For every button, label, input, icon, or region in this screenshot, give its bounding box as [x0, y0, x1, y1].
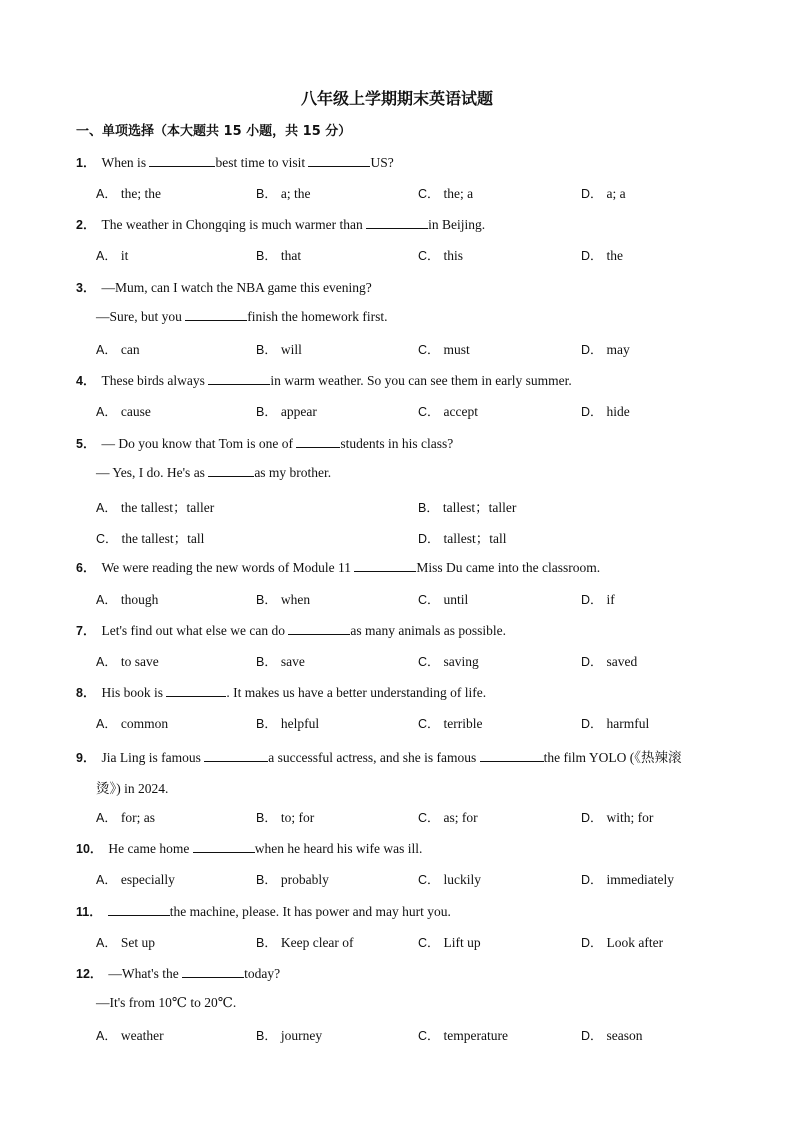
option-a[interactable] — [96, 808, 155, 826]
option-text: save — [280, 654, 305, 669]
question-text: when he heard his wife was ill. — [254, 841, 423, 856]
question-7 — [76, 621, 506, 639]
question-text: US? — [370, 155, 394, 170]
option-c[interactable] — [418, 402, 478, 420]
option-text: especially — [120, 872, 175, 887]
question-number: 2． — [76, 218, 96, 232]
option-letter: B． — [256, 187, 277, 201]
option-text: tallest；tall — [443, 531, 507, 546]
option-letter: B． — [256, 405, 277, 419]
option-letter: A． — [96, 873, 117, 887]
option-letter: A． — [96, 249, 117, 263]
option-d[interactable] — [581, 184, 626, 202]
option-b[interactable] — [256, 808, 314, 826]
option-b[interactable] — [256, 933, 354, 951]
option-text: accept — [443, 404, 478, 419]
option-c[interactable] — [418, 1026, 508, 1044]
question-9 — [76, 746, 682, 766]
option-d[interactable] — [418, 527, 507, 547]
option-text: though — [120, 592, 159, 607]
option-text: probably — [280, 872, 329, 887]
question-text: — Do you know that Tom is one of — [101, 436, 297, 451]
question-8 — [76, 683, 486, 701]
option-text: tallest；taller — [442, 500, 517, 515]
question-text: finish the homework first. — [247, 309, 388, 324]
question-number: 3． — [76, 281, 96, 295]
option-text: common — [120, 716, 169, 731]
option-a[interactable] — [96, 402, 151, 420]
option-text: temperature — [443, 1028, 508, 1043]
option-text: the tallest；taller — [120, 500, 215, 515]
option-letter: B． — [256, 811, 277, 825]
option-a[interactable] — [96, 1026, 164, 1044]
option-text: Look after — [606, 935, 664, 950]
question-text: —It's from 10℃ to 20℃. — [96, 995, 237, 1010]
option-d[interactable] — [581, 590, 615, 608]
answer-blank — [149, 155, 215, 167]
question-text: the film YOLO (《热辣滚 — [543, 750, 682, 765]
option-letter: B． — [256, 655, 277, 669]
answer-blank — [204, 750, 268, 762]
option-text: saving — [443, 654, 479, 669]
option-letter: D． — [581, 655, 603, 669]
answer-blank — [296, 436, 340, 448]
option-text: can — [120, 342, 140, 357]
option-letter: C． — [418, 717, 440, 731]
answer-blank — [354, 560, 416, 572]
option-letter: C． — [418, 936, 440, 950]
option-letter: A． — [96, 717, 117, 731]
option-c[interactable] — [418, 714, 483, 732]
question-number: 11． — [76, 905, 102, 919]
question-text: the machine, please. It has power and may hurt you. — [169, 904, 451, 919]
option-b[interactable] — [256, 246, 301, 264]
option-a[interactable] — [96, 652, 159, 670]
question-2 — [76, 215, 485, 233]
option-c[interactable] — [418, 590, 468, 608]
option-text: as; for — [443, 810, 478, 825]
answer-blank — [288, 623, 350, 635]
option-letter: A． — [96, 655, 117, 669]
option-letter: A． — [96, 1029, 117, 1043]
question-text: best time to visit — [215, 155, 309, 170]
option-letter: D． — [581, 187, 603, 201]
option-text: for; as — [120, 810, 155, 825]
question-text: Miss Du came into the classroom. — [416, 560, 601, 575]
question-text: . It makes us have a better understanding of life. — [226, 685, 487, 700]
option-text: appear — [280, 404, 317, 419]
option-d[interactable] — [581, 1026, 643, 1044]
option-c[interactable] — [96, 527, 204, 547]
option-text: helpful — [280, 716, 320, 731]
answer-blank — [182, 966, 244, 978]
question-number: 1． — [76, 156, 96, 170]
option-letter: D． — [581, 717, 603, 731]
option-c[interactable] — [418, 340, 470, 358]
option-a[interactable] — [96, 870, 175, 888]
option-text: luckily — [443, 872, 482, 887]
option-text: to save — [120, 654, 159, 669]
option-a[interactable] — [96, 340, 140, 358]
option-text: Set up — [120, 935, 155, 950]
option-text: this — [443, 248, 464, 263]
option-letter: D． — [581, 343, 603, 357]
option-text: Lift up — [443, 935, 481, 950]
question-11 — [76, 902, 451, 920]
option-a[interactable] — [96, 246, 128, 264]
option-text: the tallest；tall — [121, 531, 205, 546]
option-c[interactable] — [418, 246, 463, 264]
option-text: season — [606, 1028, 643, 1043]
question-text: students in his class? — [340, 436, 454, 451]
question-3-continuation — [96, 309, 387, 325]
answer-blank — [208, 373, 270, 385]
option-a[interactable] — [96, 496, 214, 516]
option-d[interactable] — [581, 402, 630, 420]
answer-blank — [366, 217, 428, 229]
option-letter: D． — [581, 249, 603, 263]
option-d[interactable] — [581, 340, 630, 358]
option-text: the; a — [443, 186, 474, 201]
question-10 — [76, 839, 422, 857]
option-letter: A． — [96, 811, 117, 825]
question-12-continuation — [96, 995, 236, 1011]
answer-blank — [185, 309, 247, 321]
answer-blank — [208, 465, 254, 477]
answer-blank — [193, 841, 255, 853]
option-d[interactable] — [581, 714, 649, 732]
option-text: saved — [606, 654, 638, 669]
option-a[interactable] — [96, 590, 158, 608]
option-text: a; the — [280, 186, 311, 201]
option-d[interactable] — [581, 652, 637, 670]
option-text: a; a — [606, 186, 626, 201]
option-letter: D． — [581, 936, 603, 950]
option-text: harmful — [606, 716, 650, 731]
option-letter: C． — [96, 532, 118, 546]
question-text: —Mum, can I watch the NBA game this evening? — [101, 280, 372, 295]
option-text: may — [606, 342, 630, 357]
page-title: 八年级上学期期末英语试题 — [300, 89, 493, 108]
option-b[interactable] — [256, 714, 319, 732]
option-letter: D． — [581, 873, 603, 887]
option-letter: C． — [418, 187, 440, 201]
answer-blank — [308, 155, 370, 167]
option-c[interactable] — [418, 808, 478, 826]
question-1 — [76, 153, 394, 171]
question-5 — [76, 434, 453, 452]
answer-blank — [480, 750, 544, 762]
question-number: 4． — [76, 374, 96, 388]
option-letter: C． — [418, 1029, 440, 1043]
option-letter: C． — [418, 249, 440, 263]
option-c[interactable] — [418, 870, 481, 888]
question-text: today? — [244, 966, 281, 981]
option-text: hide — [606, 404, 630, 419]
question-text: His book is — [101, 685, 167, 700]
option-text: weather — [120, 1028, 164, 1043]
question-text: in warm weather. So you can see them in early summer. — [270, 373, 572, 388]
question-6 — [76, 558, 600, 576]
option-text: with; for — [606, 810, 654, 825]
option-text: that — [280, 248, 302, 263]
question-text: 烫》) in 2024. — [96, 781, 169, 796]
option-letter: B． — [418, 501, 439, 515]
question-text: as many animals as possible. — [350, 623, 506, 638]
question-4 — [76, 371, 572, 389]
question-12 — [76, 964, 280, 982]
option-c[interactable] — [418, 933, 481, 951]
option-c[interactable] — [418, 652, 479, 670]
option-letter: A． — [96, 405, 117, 419]
question-number: 6． — [76, 561, 96, 575]
answer-blank — [108, 904, 170, 916]
question-text: Let's find out what else we can do — [101, 623, 289, 638]
option-letter: C． — [418, 343, 440, 357]
option-text: it — [120, 248, 129, 263]
option-a[interactable] — [96, 933, 155, 951]
option-letter: B． — [256, 249, 277, 263]
option-text: the — [606, 248, 624, 263]
option-letter: D． — [581, 405, 603, 419]
answer-blank — [166, 685, 226, 697]
question-text: Jia Ling is famous — [101, 750, 205, 765]
option-letter: C． — [418, 873, 440, 887]
option-letter: B． — [256, 1029, 277, 1043]
option-text: cause — [120, 404, 151, 419]
question-text: in Beijing. — [428, 217, 486, 232]
option-letter: D． — [581, 811, 603, 825]
option-letter: B． — [256, 873, 277, 887]
question-5-continuation — [96, 465, 331, 481]
option-b[interactable] — [256, 590, 310, 608]
option-text: when — [280, 592, 311, 607]
question-text: The weather in Chongqing is much warmer than — [101, 217, 367, 232]
question-number: 9． — [76, 751, 96, 765]
option-letter: A． — [96, 593, 117, 607]
question-text: as my brother. — [254, 465, 332, 480]
option-b[interactable] — [256, 1026, 322, 1044]
question-text: —Sure, but you — [96, 309, 186, 324]
option-b[interactable] — [256, 184, 310, 202]
question-number: 12． — [76, 967, 103, 981]
question-number: 7． — [76, 624, 96, 638]
question-text: When is — [101, 155, 150, 170]
question-text: He came home — [108, 841, 193, 856]
option-text: Keep clear of — [280, 935, 354, 950]
option-a[interactable] — [96, 714, 168, 732]
option-letter: A． — [96, 936, 117, 950]
option-letter: D． — [581, 593, 603, 607]
option-d[interactable] — [581, 870, 674, 888]
option-letter: C． — [418, 405, 440, 419]
option-letter: A． — [96, 187, 117, 201]
option-letter: C． — [418, 811, 440, 825]
question-text: These birds always — [101, 373, 209, 388]
option-c[interactable] — [418, 184, 473, 202]
option-letter: D． — [581, 1029, 603, 1043]
option-b[interactable] — [256, 652, 305, 670]
question-text: a successful actress, and she is famous — [268, 750, 480, 765]
option-text: journey — [280, 1028, 323, 1043]
option-b[interactable] — [256, 340, 302, 358]
option-text: to; for — [280, 810, 315, 825]
option-a[interactable] — [96, 184, 161, 202]
option-d[interactable] — [581, 808, 653, 826]
option-letter: B． — [256, 936, 277, 950]
option-letter: A． — [96, 343, 117, 357]
question-number: 10． — [76, 842, 103, 856]
option-letter: B． — [256, 717, 277, 731]
question-9-continuation — [96, 777, 168, 797]
option-text: terrible — [443, 716, 483, 731]
option-letter: B． — [256, 593, 277, 607]
question-3 — [76, 278, 372, 296]
option-letter: B． — [256, 343, 277, 357]
question-text: We were reading the new words of Module 11 — [101, 560, 355, 575]
option-b[interactable] — [418, 496, 516, 516]
option-text: immediately — [606, 872, 675, 887]
option-b[interactable] — [256, 402, 317, 420]
option-letter: C． — [418, 593, 440, 607]
option-text: until — [443, 592, 469, 607]
option-text: the; the — [120, 186, 161, 201]
option-text: will — [280, 342, 302, 357]
question-number: 8． — [76, 686, 96, 700]
section-heading: 一、单项选择（本大题共 15 小题，共 15 分） — [76, 124, 352, 139]
option-d[interactable] — [581, 933, 663, 951]
option-letter: A． — [96, 501, 117, 515]
option-d[interactable] — [581, 246, 623, 264]
question-text: — Yes, I do. He's as — [96, 465, 209, 480]
option-text: if — [606, 592, 615, 607]
option-letter: C． — [418, 655, 440, 669]
option-b[interactable] — [256, 870, 329, 888]
question-number: 5． — [76, 437, 96, 451]
option-text: must — [443, 342, 470, 357]
option-letter: D． — [418, 532, 440, 546]
question-text: —What's the — [108, 966, 183, 981]
